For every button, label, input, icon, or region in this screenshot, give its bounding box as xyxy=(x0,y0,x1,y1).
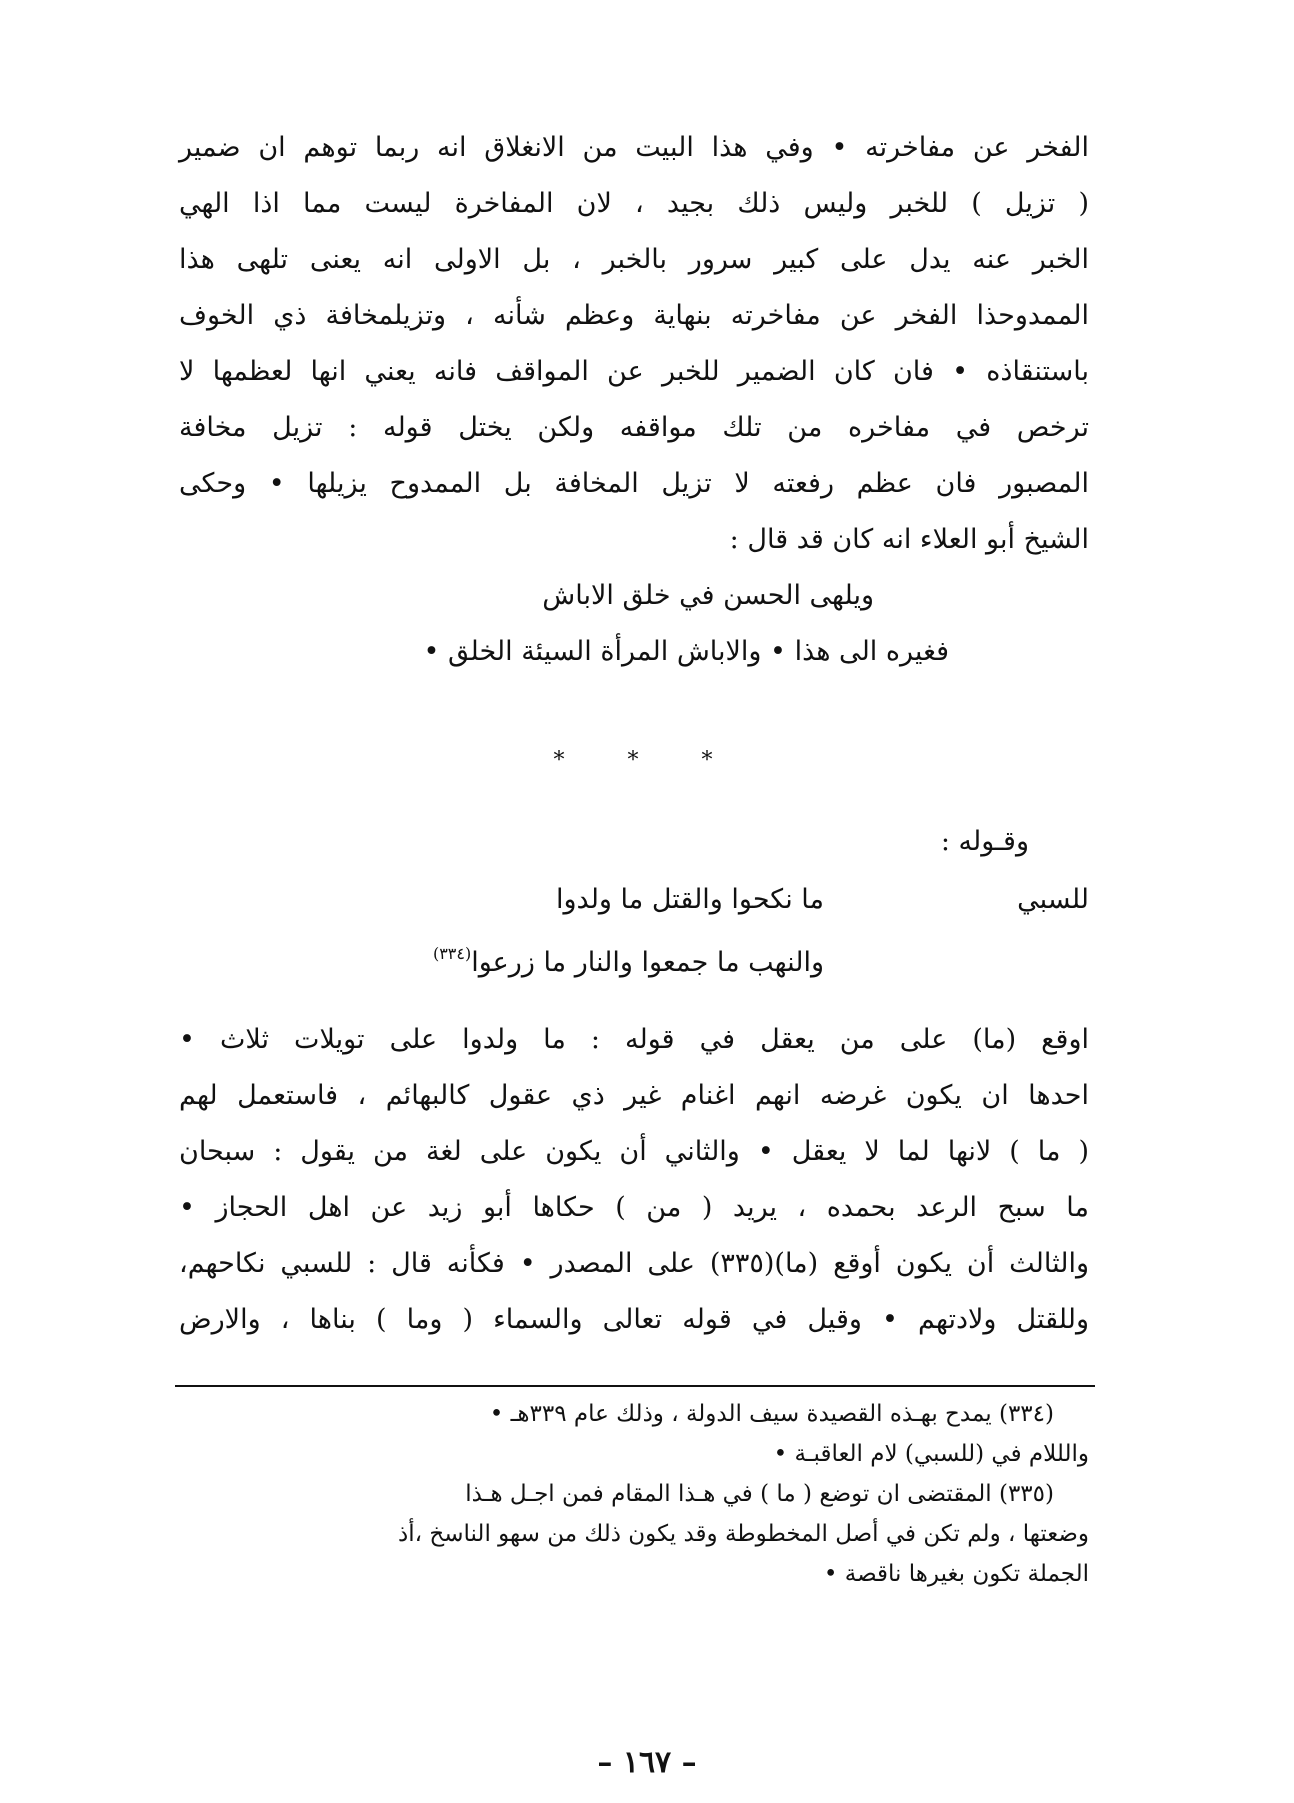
page-number: – ١٦٧ – xyxy=(597,1745,697,1780)
quoted-verse: ويلهى الحسن في خلق الاباش xyxy=(542,580,874,611)
footnote-line: الجملة تكون بغيرها ناقصة • xyxy=(823,1561,1089,1587)
text-line: والثالث أن يكون أوقع (ما)(٣٣٥) على المصدر • فكأنه قال : للسبي نكاحهم، xyxy=(179,1248,1089,1279)
footnote-line: (٣٣٤) يمدح بهـذه القصيدة سيف الدولة ، وذلك عام ٣٣٩هـ • xyxy=(489,1401,1054,1427)
text-line: باستنقاذه • فان كان الضمير للخبر عن المواقف فانه يعني انها لعظمها لا xyxy=(179,356,1089,387)
text-line: الممدوحذا الفخر عن مفاخرته بنهاية وعظم شأنه ، وتزيلمخافة ذي الخوف xyxy=(179,300,1089,331)
poem-hemistich-1: ما نكحوا والقتل ما ولدوا xyxy=(555,884,824,915)
verse-explanation: فغيره الى هذا • والاباش المرأة السيئة الخلق • xyxy=(423,636,949,667)
text-line: اوقع (ما) على من يعقل في قوله : ما ولدوا على تويلات ثلاث • xyxy=(179,1024,1089,1055)
text-line: ما سبح الرعد بحمده ، يريد ( من ) حكاها أبو زيد عن اهل الحجاز • xyxy=(179,1192,1089,1223)
poem-hemistich-2-text: والنهب ما جمعوا والنار ما زرعوا xyxy=(471,947,824,978)
text-line: احدها ان يكون غرضه انهم اغنام غير ذي عقول كالبهائم ، فاستعمل لهم xyxy=(179,1080,1089,1111)
footnote-line: والللام في (للسبي) لام العاقبـة • xyxy=(773,1441,1089,1467)
text-line: المصبور فان عظم رفعته لا تزيل المخافة بل الممدوح يزيلها • وحكى xyxy=(179,468,1089,499)
text-line: ( تزيل ) للخبر وليس ذلك بجيد ، لان المفاخرة ليست مما اذا الهي xyxy=(179,188,1089,219)
text-line: وللقتل ولادتهم • وقيل في قوله تعالى والسماء ( وما ) بناها ، والارض xyxy=(179,1304,1089,1335)
section-separator: * * * xyxy=(553,748,741,773)
text-line: ( ما ) لانها لما لا يعقل • والثاني أن يكون على لغة من يقول : سبحان xyxy=(179,1136,1089,1167)
text-line: الخبر عنه يدل على كبير سرور بالخبر ، بل الاولى انه يعنى تلهى هذا xyxy=(179,244,1089,275)
footnote-ref: (٣٣٤) xyxy=(432,944,472,963)
poem-intro: وقـوله : xyxy=(940,826,1029,857)
text-line: ترخص في مفاخره من تلك مواقفه ولكن يختل قوله : تزيل مخافة xyxy=(179,412,1089,443)
footnote-line: وضعتها ، ولم تكن في أصل المخطوطة وقد يكون ذلك من سهو الناسخ ،أذ xyxy=(398,1521,1089,1547)
footnote-divider xyxy=(175,1385,1095,1387)
text-line: الشيخ أبو العلاء انه كان قد قال : xyxy=(729,524,1089,555)
poem-hemistich-word: للسبي xyxy=(1017,884,1089,915)
footnote-line: (٣٣٥) المقتضى ان توضع ( ما ) في هـذا المقام فمن اجـل هـذا xyxy=(465,1481,1054,1507)
text-line: الفخر عن مفاخرته • وفي هذا البيت من الانغلاق انه ربما توهم ان ضمير xyxy=(179,132,1089,163)
poem-hemistich-2 xyxy=(433,934,824,983)
